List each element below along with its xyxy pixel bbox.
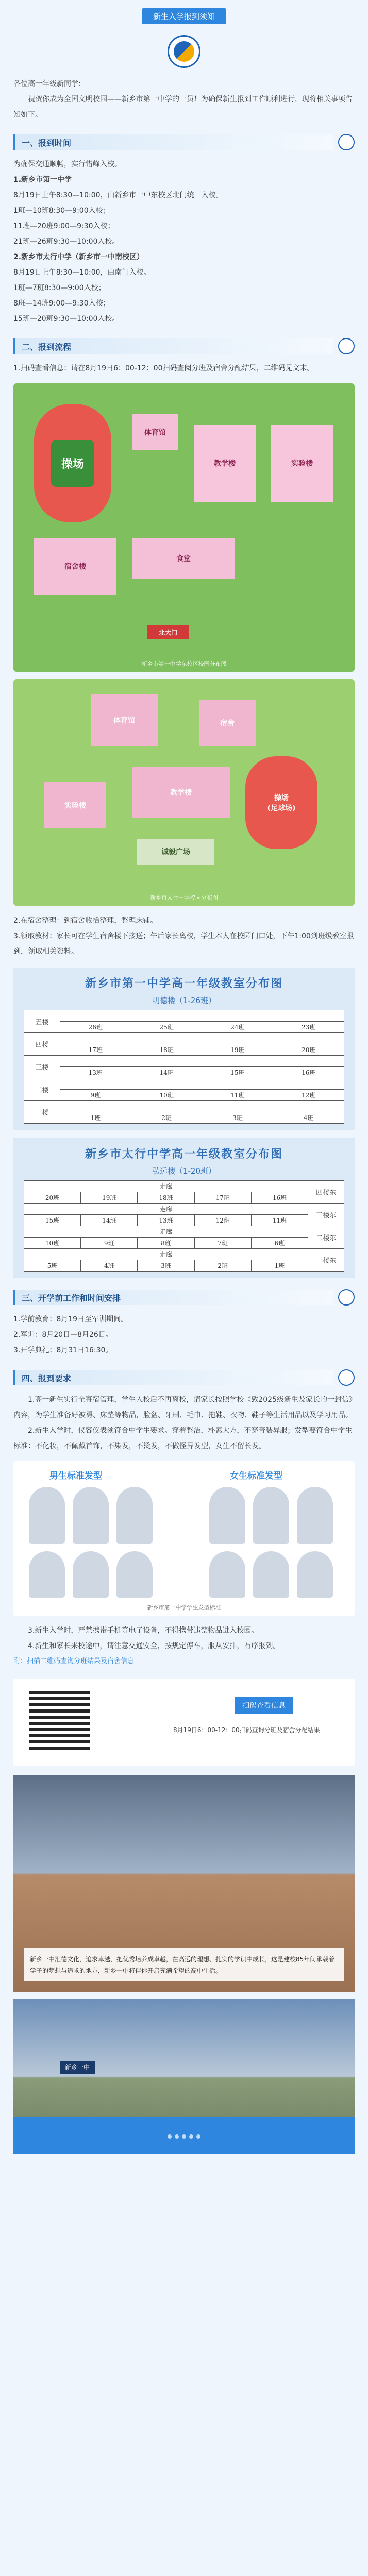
- table-cell-empty: [273, 1033, 344, 1044]
- map1-label-1: 教学楼: [194, 425, 256, 502]
- campus-photo-2: [13, 1999, 355, 2154]
- table-cell-empty: [202, 1056, 273, 1067]
- table-cell-empty: [60, 1033, 131, 1044]
- floor-label: 三楼: [24, 1056, 60, 1078]
- class-cell: 26班: [60, 1022, 131, 1033]
- s2-line2: 1班—7班8:30—9:00入校；: [13, 284, 106, 292]
- intro: [0, 76, 368, 123]
- map1-label-4: 食堂: [132, 538, 235, 579]
- floor-label: 四楼: [24, 1033, 60, 1056]
- table2-building: 弘远楼（1-20班）: [152, 1166, 216, 1176]
- map2-label-0: 体育馆: [91, 694, 158, 746]
- map2-caption: 新乡市太行中学校园分布图: [150, 894, 218, 901]
- s3-item2: 2.军训：8月20日—8月26日。: [13, 1331, 113, 1339]
- class-cell: 12班: [194, 1215, 251, 1226]
- floor-label: 一楼: [24, 1101, 60, 1124]
- s3-item3: 3.开学典礼：8月31日16:30。: [13, 1346, 113, 1354]
- s2-line3: 8班—14班9:00—9:30入校；: [13, 299, 110, 308]
- class-cell: 20班: [273, 1044, 344, 1056]
- class-cell: 11班: [251, 1215, 308, 1226]
- map1-north-gate: 北大门: [147, 625, 189, 639]
- table1-building: 明德楼（1-26班）: [152, 996, 216, 1005]
- class-cell: 20班: [24, 1192, 80, 1204]
- logo-wrap: [0, 35, 368, 68]
- class-cell: 6班: [251, 1238, 308, 1249]
- class-cell: 8班: [138, 1238, 194, 1249]
- class-cell: 2班: [194, 1260, 251, 1272]
- uniform-caption: 新乡市第一中学学生发型标准: [147, 1604, 221, 1611]
- female-title: 女生标准发型: [230, 1471, 282, 1481]
- table-cell-empty: [202, 1033, 273, 1044]
- class-cell: 14班: [81, 1215, 138, 1226]
- section-4-title: 四、报到要求: [13, 1370, 333, 1385]
- s1-note: 为确保交通顺畅，实行错峰入校。: [13, 160, 122, 168]
- map2-label-1: 宿舍: [199, 700, 256, 746]
- class-cell: 17班: [60, 1044, 131, 1056]
- map1-caption: 新乡市第一中学东校区校园分布图: [141, 660, 227, 667]
- female-photo-icon: [209, 1551, 245, 1598]
- female-photo-icon: [297, 1551, 333, 1598]
- table-cell-empty: [131, 1033, 202, 1044]
- male-photo-icon: [29, 1551, 65, 1598]
- s2-line4: 15班—20班9:30—10:00入校。: [13, 315, 120, 323]
- class-cell: 17班: [194, 1192, 251, 1204]
- s1-school2: 2.新乡市太行中学（新乡市一中南校区）: [13, 253, 144, 261]
- class-cell: 18班: [131, 1044, 202, 1056]
- campus-map-2: [13, 679, 355, 906]
- class-cell: 24班: [202, 1022, 273, 1033]
- floor-label: 二楼东: [308, 1226, 344, 1249]
- class-cell: 19班: [81, 1192, 138, 1204]
- s1-school1: 1.新乡市第一中学: [13, 176, 72, 184]
- bottom-bar: [13, 2117, 355, 2154]
- table-cell-empty: [60, 1056, 131, 1067]
- qr-button[interactable]: 扫码查看信息: [235, 1697, 293, 1714]
- class-cell: 5班: [24, 1260, 80, 1272]
- floor-label: 三楼东: [308, 1204, 344, 1226]
- map2-label-4: 实验楼: [44, 782, 106, 828]
- table1: [24, 1010, 344, 1124]
- qr-card: [13, 1679, 355, 1766]
- floor-label: 一楼东: [308, 1249, 344, 1272]
- hairstyle-standard: [13, 1461, 355, 1616]
- male-photo-icon: [73, 1487, 109, 1544]
- table-cell-empty: [60, 1010, 131, 1022]
- male-photo-icon: [116, 1487, 153, 1544]
- class-cell: 23班: [273, 1022, 344, 1033]
- female-photo-icon: [253, 1487, 289, 1544]
- floor-label: 四楼东: [308, 1181, 344, 1204]
- male-photo-icon: [116, 1551, 153, 1598]
- table-cell-empty: [273, 1078, 344, 1090]
- class-cell: 25班: [131, 1022, 202, 1033]
- s3-item1: 1.学前教育：8月19日至军训期间。: [13, 1315, 128, 1324]
- table-cell-empty: [273, 1101, 344, 1112]
- male-title: 男生标准发型: [49, 1471, 102, 1481]
- step-3: 3.领取教材：家长可在学生宿舍楼下接送；午后家长离校，学生本人在校园门口处，下午1:00到班级教室报到，领取相关资料。: [13, 932, 354, 956]
- table-cell-empty: [131, 1010, 202, 1022]
- map2-label-5: 诚毅广场: [137, 839, 214, 865]
- floor-label: 五楼: [24, 1010, 60, 1033]
- corridor-cell: 走廊: [24, 1204, 308, 1215]
- table-cell-empty: [131, 1056, 202, 1067]
- qr-time-text: 8月19日6：00-12：00扫码查询分班及宿舍分配结果: [173, 1726, 320, 1734]
- greeting: 各位高一年级新同学:: [13, 80, 81, 88]
- s1-line2: 1班—10班8:30—9:00入校；: [13, 207, 110, 215]
- map1-label-0: 体育馆: [132, 414, 178, 450]
- male-photo-icon: [29, 1487, 65, 1544]
- photo-banner: 新乡一中: [60, 2061, 95, 2074]
- classroom-table-1: [13, 968, 355, 1130]
- table-cell-empty: [273, 1056, 344, 1067]
- class-cell: 7班: [194, 1238, 251, 1249]
- table-cell-empty: [202, 1078, 273, 1090]
- section-3-title: 三、开学前工作和时间安排: [13, 1290, 333, 1305]
- corridor-cell: 走廊: [24, 1226, 308, 1238]
- table-cell-empty: [131, 1078, 202, 1090]
- logo-badge-icon: [338, 1369, 355, 1386]
- class-cell: 15班: [24, 1215, 80, 1226]
- table-cell-empty: [202, 1101, 273, 1112]
- class-cell: 13班: [60, 1067, 131, 1078]
- section-2-title: 二、报到流程: [13, 338, 333, 354]
- map1-label-3: 宿舍楼: [34, 538, 116, 595]
- table1-title: 新乡市第一中学高一年级教室分布图: [85, 977, 283, 990]
- map2-label-2: 教学楼: [132, 767, 230, 818]
- table-cell-empty: [273, 1010, 344, 1022]
- male-photo-icon: [73, 1551, 109, 1598]
- class-cell: 4班: [81, 1260, 138, 1272]
- playground: 操场: [34, 404, 111, 522]
- table-cell-empty: [202, 1010, 273, 1022]
- step-2: 2.在宿舍整理：到宿舍收拾整理，整理床铺。: [13, 917, 158, 925]
- class-cell: 16班: [273, 1067, 344, 1078]
- female-photo-icon: [253, 1551, 289, 1598]
- s1-line4: 21班—26班9:30—10:00入校。: [13, 238, 120, 246]
- class-cell: 11班: [202, 1090, 273, 1101]
- logo-badge-icon: [338, 1289, 355, 1306]
- class-cell: 15班: [202, 1067, 273, 1078]
- s4-p2: 2.新生入学时，仪容仪表须符合中学生要求。穿着整洁，朴素大方，不穿奇装异服；发型要符合中学生标准：不化妆，不佩戴首饰，不染发，不烫发，不做怪异发型，女生不留长发。: [13, 1427, 353, 1450]
- class-cell: 3班: [138, 1260, 194, 1272]
- table-cell-empty: [131, 1101, 202, 1112]
- step-1: 1.扫码查看信息：请在8月19日6：00-12：00扫码查阅分班及宿舍分配结果，二维码见文末。: [13, 364, 314, 372]
- class-cell: 9班: [60, 1090, 131, 1101]
- s4-p1: 1.高一新生实行全寄宿管理，学生入校后不再离校，请家长按照学校《致2025级新生及家长的一封信》内容，为学生准备好被褥、床垫等物品，脸盆、牙刷、毛巾、拖鞋、衣物、鞋子等生活用品以及学习用品。: [13, 1396, 353, 1419]
- section-4-header: [13, 1369, 355, 1386]
- carousel-dots-icon[interactable]: [166, 2131, 202, 2141]
- female-photo-icon: [297, 1487, 333, 1544]
- s1-line3: 11班—20班9:00—9:30入校；: [13, 222, 115, 230]
- s2-line1: 8月19日上午8:30—10:00，由南门入校。: [13, 268, 151, 277]
- class-cell: 18班: [138, 1192, 194, 1204]
- class-cell: 16班: [251, 1192, 308, 1204]
- logo-badge-icon: [338, 338, 355, 354]
- section-2-header: [13, 338, 355, 354]
- classroom-table-2: [13, 1138, 355, 1278]
- s4-p3: 3.新生入学时，严禁携带手机等电子设备，不得携带违禁物品进入校园。: [28, 1626, 259, 1635]
- section-1-title: 一、报到时间: [13, 134, 333, 150]
- page-title: 新生入学报到须知: [142, 8, 226, 24]
- class-cell: 4班: [273, 1112, 344, 1124]
- table2-title: 新乡市太行中学高一年级教室分布图: [85, 1148, 283, 1161]
- class-cell: 12班: [273, 1090, 344, 1101]
- section-1-header: [13, 134, 355, 150]
- class-cell: 14班: [131, 1067, 202, 1078]
- intro-body: 祝贺你成为全国文明校园——新乡市第一中学的一员！为确保新生报到工作顺利进行，现将相关事项告知如下。: [13, 95, 353, 119]
- class-cell: 9班: [81, 1238, 138, 1249]
- s4-p4: 4.新生和家长来校途中，请注意交通安全，按规定停车，服从安排，有序报到。: [28, 1642, 280, 1650]
- table-cell-empty: [60, 1101, 131, 1112]
- logo-badge-icon: [338, 134, 355, 150]
- class-cell: 10班: [24, 1238, 80, 1249]
- female-photo-icon: [209, 1487, 245, 1544]
- header: [0, 0, 368, 32]
- class-cell: 1班: [251, 1260, 308, 1272]
- campus-photo-1: [13, 1775, 355, 1992]
- qr-footer-label: 附：扫描二维码查询分班结果及宿舍信息: [13, 1657, 135, 1665]
- class-cell: 10班: [131, 1090, 202, 1101]
- map2-label-3: 操场 (足球场): [245, 756, 317, 849]
- school-logo-icon: [168, 35, 200, 68]
- map1-label-2: 实验楼: [271, 425, 333, 502]
- table-cell-empty: [60, 1078, 131, 1090]
- photo-caption: 新乡一中汇德文化，追求卓越，把优秀培养成卓越，在高远的理想、扎实的学识中成长，这是建校85年间承载着学子的梦想与追求的地方，新乡一中将伴你开启充满希望的高中生活。: [24, 1948, 344, 1981]
- class-cell: 13班: [138, 1215, 194, 1226]
- corridor-cell: 走廊: [24, 1181, 308, 1192]
- class-cell: 1班: [60, 1112, 131, 1124]
- table2: [24, 1180, 344, 1272]
- s1-line1: 8月19日上午8:30—10:00，由新乡市一中东校区北门统一入校。: [13, 191, 223, 199]
- class-cell: 2班: [131, 1112, 202, 1124]
- campus-map-1: [13, 383, 355, 672]
- class-cell: 3班: [202, 1112, 273, 1124]
- corridor-cell: 走廊: [24, 1249, 308, 1260]
- section-3-header: [13, 1289, 355, 1306]
- floor-label: 二楼: [24, 1078, 60, 1101]
- qr-code-icon[interactable]: [29, 1689, 90, 1750]
- class-cell: 19班: [202, 1044, 273, 1056]
